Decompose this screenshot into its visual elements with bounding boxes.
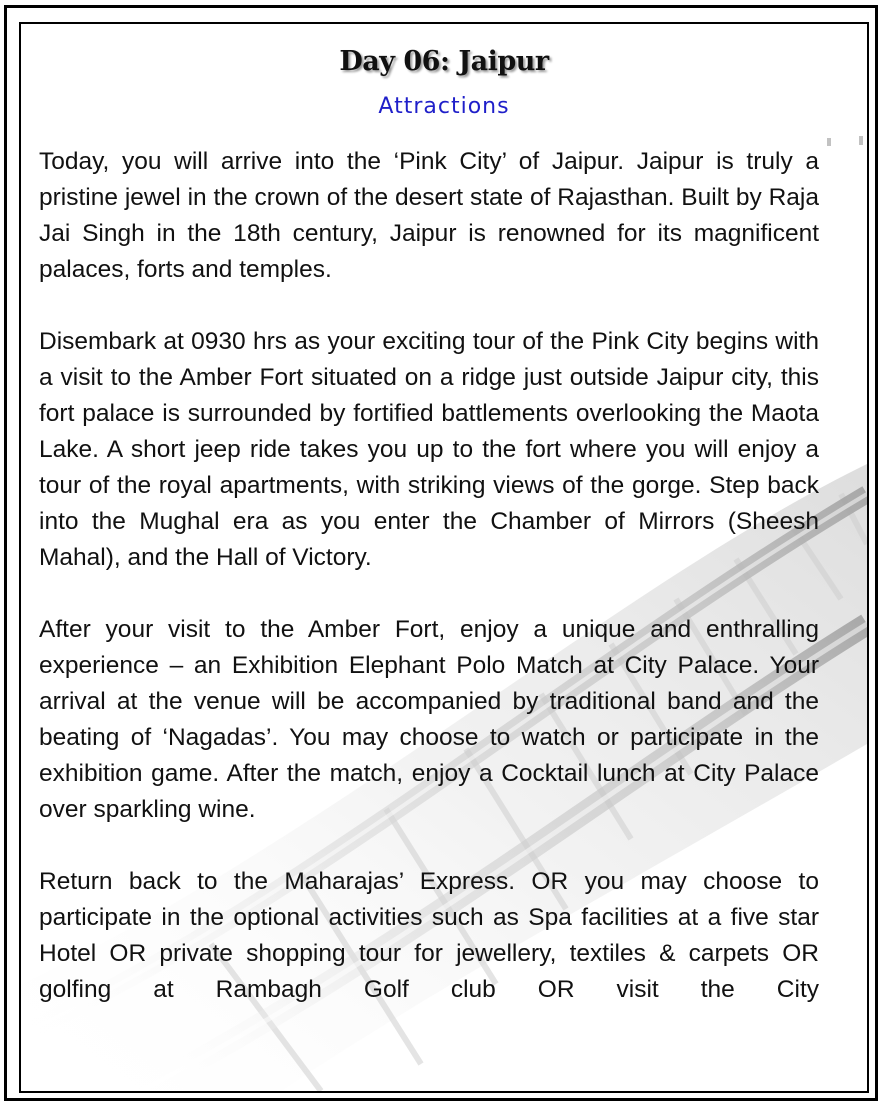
paragraph-arrival: Today, you will arrive into the ‘Pink City’ of Jaipur. Jaipur is truly a pristine jewel in the crown of the desert state of Rajasthan. Built by Raja Jai Singh in the 18th century, Jaipur is renowned for its magnificent palaces, forts and temples. [39, 148, 819, 283]
itinerary-body [39, 144, 819, 1008]
page-inner-border [19, 22, 869, 1093]
paragraph-elephant-polo: After your visit to the Amber Fort, enjoy a unique and enthralling experience – an Exhibition Elephant Polo Match at City Palace. Your arrival at the venue will be accompanied by traditional band and the beating of ‘Nagadas’. You may choose to watch or participate in the exhibition game. After the match, enjoy a Cocktail lunch at City Palace over sparkling wine. [39, 616, 819, 823]
paragraph-optional-activities: Return back to the Maharajas’ Express. OR you may choose to participate in the optional activities such as Spa facilities at a five star Hotel OR private shopping tour for jewellery, textiles & carpets OR golfing at Rambagh Golf club OR visit the City [39, 868, 819, 1003]
page-subtitle: Attractions [378, 94, 510, 119]
page-outer-border [4, 5, 878, 1101]
page-title: Day 06: Jaipur [339, 46, 549, 77]
paragraph-amber-fort: Disembark at 0930 hrs as your exciting tour of the Pink City begins with a visit to the Amber Fort situated on a ridge just outside Jaipur city, this fort palace is surrounded by fortified battlements overlooking the Maota Lake. A short jeep ride takes you up to the fort where you will enjoy a tour of the royal apartments, with striking views of the gorge. Step back into the Mughal era as you enter the Chamber of Mirrors (Sheesh Mahal), and the Hall of Victory. [39, 328, 819, 571]
